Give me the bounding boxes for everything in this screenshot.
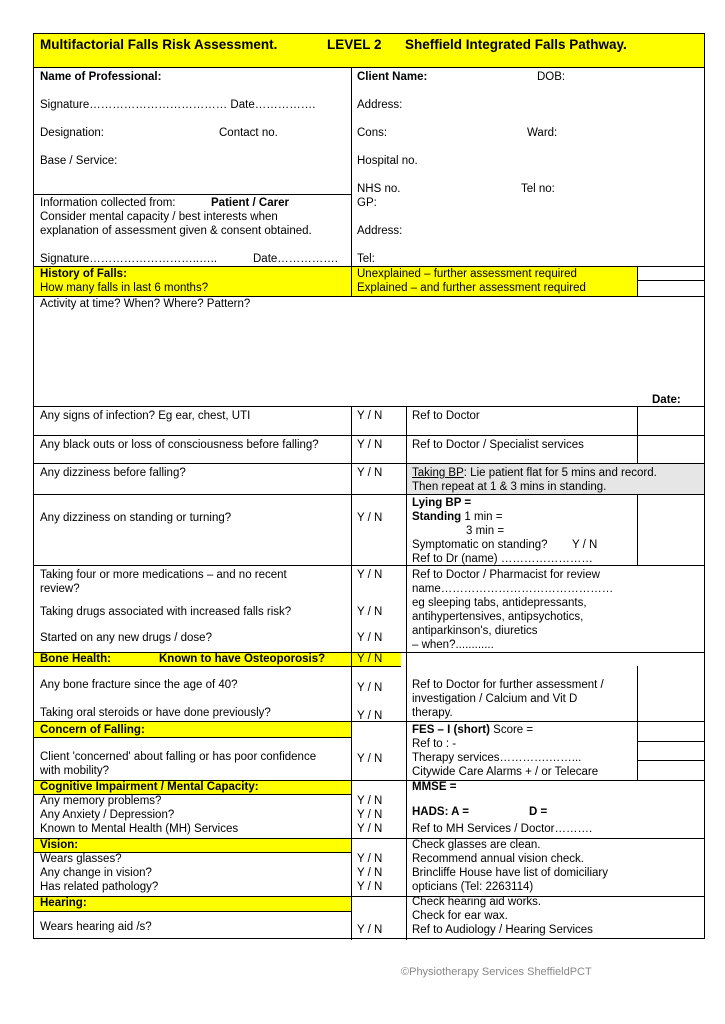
meds-question-2: review? bbox=[40, 583, 80, 595]
memory-yn[interactable]: Y / N bbox=[357, 795, 383, 807]
concern-ref-to: Ref to : - bbox=[412, 738, 457, 750]
glasses-yn[interactable]: Y / N bbox=[357, 853, 383, 865]
meds-action-5: antiparkinson's, diuretics bbox=[412, 625, 538, 637]
symptomatic-yn[interactable]: Y / N bbox=[572, 539, 598, 551]
hospital-no-field[interactable]: Hospital no. bbox=[357, 155, 418, 167]
dizziness-standing-yn[interactable]: Y / N bbox=[357, 512, 383, 524]
dizziness-question: Any dizziness before falling? bbox=[40, 467, 186, 479]
drugs-risk-question: Taking drugs associated with increased falls risk? bbox=[40, 606, 292, 618]
hearing-aid-yn[interactable]: Y / N bbox=[357, 924, 383, 936]
concern-question-2: with mobility? bbox=[40, 765, 110, 777]
designation-field[interactable]: Designation: bbox=[40, 127, 104, 139]
one-min-label: 1 min = bbox=[461, 511, 503, 523]
taking-bp-repeat: Then repeat at 1 & 3 mins in standing. bbox=[412, 481, 607, 493]
client-address-field[interactable]: Address: bbox=[357, 99, 403, 111]
hearing-aid-question: Wears hearing aid /s? bbox=[40, 921, 152, 933]
fes-label: FES – I (short) bbox=[412, 724, 490, 736]
drugs-risk-yn[interactable]: Y / N bbox=[357, 606, 383, 618]
taking-bp-instruction bbox=[412, 466, 657, 480]
cons-field[interactable]: Cons: bbox=[357, 127, 388, 139]
assessment-form bbox=[33, 33, 705, 939]
mmse-field[interactable]: MMSE = bbox=[412, 781, 457, 793]
bone-heading: Bone Health: bbox=[40, 653, 111, 665]
mental-health-question: Known to Mental Health (MH) Services bbox=[40, 823, 239, 835]
pathology-question: Has related pathology? bbox=[40, 881, 159, 893]
consent-text-1: Consider mental capacity / best interests when bbox=[40, 211, 278, 223]
gp-field[interactable]: GP: bbox=[357, 197, 377, 209]
osteoporosis-yn[interactable]: Y / N bbox=[357, 653, 383, 665]
nhs-no-field[interactable]: NHS no. bbox=[357, 183, 401, 195]
patient-carer-option[interactable]: Patient / Carer bbox=[211, 197, 289, 209]
blackout-question: Any black outs or loss of consciousness before falling? bbox=[40, 439, 319, 451]
bone-action-2: investigation / Calcium and Vit D bbox=[412, 693, 578, 705]
hearing-heading: Hearing: bbox=[40, 897, 87, 909]
dizziness-standing-question: Any dizziness on standing or turning? bbox=[40, 512, 232, 524]
infection-action: Ref to Doctor bbox=[412, 410, 480, 422]
concern-question-1: Client 'concerned' about falling or has poor confidence bbox=[40, 751, 317, 763]
meds-action-3: eg sleeping tabs, antidepressants, bbox=[412, 597, 587, 609]
vision-change-question: Any change in vision? bbox=[40, 867, 152, 879]
history-heading: History of Falls: bbox=[40, 268, 127, 280]
hads-d-field[interactable]: D = bbox=[529, 806, 548, 818]
hearing-action-3: Ref to Audiology / Hearing Services bbox=[412, 924, 593, 936]
dob-field[interactable]: DOB: bbox=[537, 71, 566, 83]
bone-action-3: therapy. bbox=[412, 707, 453, 719]
ward-field[interactable]: Ward: bbox=[527, 127, 558, 139]
form-title: Multifactorial Falls Risk Assessment. bbox=[40, 37, 278, 52]
fracture-question: Any bone fracture since the age of 40? bbox=[40, 679, 238, 691]
tel-no-field[interactable]: Tel no: bbox=[521, 183, 555, 195]
vision-action-1: Check glasses are clean. bbox=[412, 839, 541, 851]
standing-label: Standing bbox=[412, 511, 462, 523]
meds-action-6[interactable]: – when?............ bbox=[412, 639, 494, 651]
vision-heading: Vision: bbox=[40, 839, 79, 851]
steroids-yn[interactable]: Y / N bbox=[357, 710, 383, 722]
pathology-yn[interactable]: Y / N bbox=[357, 881, 383, 893]
falls-count-question: How many falls in last 6 months? bbox=[40, 282, 209, 294]
memory-question: Any memory problems? bbox=[40, 795, 162, 807]
concern-heading: Concern of Falling: bbox=[40, 724, 145, 736]
contact-field[interactable]: Contact no. bbox=[219, 127, 278, 139]
unexplained-option[interactable]: Unexplained – further assessment required bbox=[357, 268, 577, 280]
new-drugs-question: Started on any new drugs / dose? bbox=[40, 632, 212, 644]
client-name-label: Client Name: bbox=[357, 71, 428, 83]
footer-copyright: ©Physiotherapy Services SheffieldPCT bbox=[401, 966, 592, 978]
meds-yn[interactable]: Y / N bbox=[357, 569, 383, 581]
professional-name-label: Name of Professional: bbox=[40, 71, 162, 83]
steroids-question: Taking oral steroids or have done previously? bbox=[40, 707, 271, 719]
meds-question-1: Taking four or more medications – and no recent bbox=[40, 569, 287, 581]
hads-a-field[interactable]: HADS: A = bbox=[412, 806, 469, 818]
explained-option[interactable]: Explained – and further assessment required bbox=[357, 282, 586, 294]
bone-action-1: Ref to Doctor for further assessment / bbox=[412, 679, 604, 691]
new-drugs-yn[interactable]: Y / N bbox=[357, 632, 383, 644]
lying-bp-field[interactable]: Lying BP = bbox=[412, 497, 472, 509]
gp-tel-field[interactable]: Tel: bbox=[357, 253, 375, 265]
anxiety-yn[interactable]: Y / N bbox=[357, 809, 383, 821]
blackout-action: Ref to Doctor / Specialist services bbox=[412, 439, 584, 451]
vision-heading-bg bbox=[34, 838, 351, 852]
anxiety-question: Any Anxiety / Depression? bbox=[40, 809, 175, 821]
professional-signature-field[interactable]: Signature……………………………… Date……………. bbox=[40, 99, 316, 111]
osteoporosis-question: Known to have Osteoporosis? bbox=[159, 653, 326, 665]
fes-score-field[interactable] bbox=[412, 723, 533, 737]
ref-mh-field[interactable]: Ref to MH Services / Doctor………. bbox=[412, 823, 593, 835]
base-service-field[interactable]: Base / Service: bbox=[40, 155, 118, 167]
meds-action-4: antihypertensives, antipsychotics, bbox=[412, 611, 584, 623]
info-signature-field[interactable]: Signature………………………..….. bbox=[40, 253, 218, 265]
info-collected-label: Information collected from: bbox=[40, 197, 176, 209]
citywide-alarms-option: Citywide Care Alarms + / or Telecare bbox=[412, 766, 599, 778]
activity-date-label: Date: bbox=[652, 394, 681, 406]
consent-text-2: explanation of assessment given & consent obtained. bbox=[40, 225, 312, 237]
blackout-yn[interactable]: Y / N bbox=[357, 439, 383, 451]
form-level: LEVEL 2 bbox=[327, 37, 382, 52]
info-date-field[interactable]: Date……………. bbox=[253, 253, 338, 265]
ref-dr-name-field[interactable]: Ref to Dr (name) …………………… bbox=[412, 553, 593, 565]
cognitive-heading: Cognitive Impairment / Mental Capacity: bbox=[40, 781, 259, 793]
concern-yn[interactable]: Y / N bbox=[357, 753, 383, 765]
score-label: Score = bbox=[489, 724, 534, 736]
taking-bp-text: : Lie patient flat for 5 mins and record. bbox=[463, 467, 657, 479]
standing-3min-field[interactable]: 3 min = bbox=[466, 525, 505, 537]
meds-action-2[interactable]: name……………………………………… bbox=[412, 583, 614, 595]
vision-action-2: Recommend annual vision check. bbox=[412, 853, 584, 865]
standing-1min-field[interactable] bbox=[412, 510, 502, 524]
vision-action-3: Brincliffe House have list of domiciliary bbox=[412, 867, 609, 879]
vision-change-yn[interactable]: Y / N bbox=[357, 867, 383, 879]
form-pathway: Sheffield Integrated Falls Pathway. bbox=[405, 37, 627, 52]
mental-health-yn[interactable]: Y / N bbox=[357, 823, 383, 835]
dizziness-yn[interactable]: Y / N bbox=[357, 467, 383, 479]
infection-question: Any signs of infection? Eg ear, chest, UTI bbox=[40, 410, 251, 422]
vision-action-4: opticians (Tel: 2263114) bbox=[412, 881, 534, 893]
meds-action-1: Ref to Doctor / Pharmacist for review bbox=[412, 569, 600, 581]
taking-bp-label: Taking BP bbox=[412, 467, 464, 479]
therapy-services-field[interactable]: Therapy services………….……... bbox=[412, 752, 582, 764]
hearing-action-1: Check hearing aid works. bbox=[412, 896, 542, 908]
fracture-yn[interactable]: Y / N bbox=[357, 682, 383, 694]
hearing-action-2: Check for ear wax. bbox=[412, 910, 508, 922]
gp-address-field[interactable]: Address: bbox=[357, 225, 403, 237]
activity-question: Activity at time? When? Where? Pattern? bbox=[40, 298, 251, 310]
glasses-question: Wears glasses? bbox=[40, 853, 122, 865]
symptomatic-question: Symptomatic on standing? bbox=[412, 539, 548, 551]
infection-yn[interactable]: Y / N bbox=[357, 410, 383, 422]
